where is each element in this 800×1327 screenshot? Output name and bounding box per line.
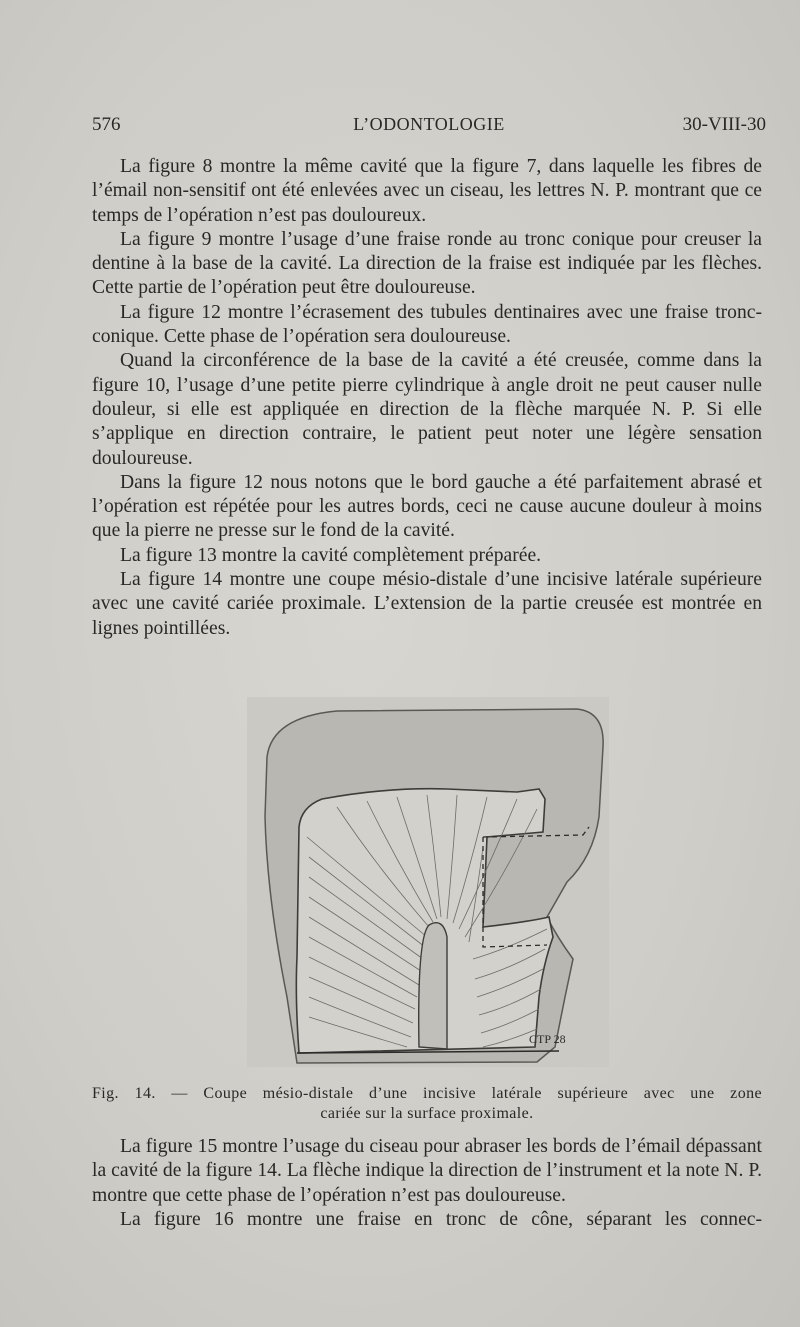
paragraph: La figure 14 montre une coupe mésio-distale d’une incisive latérale supérieure avec une cavité cariée proximale. L’extension de la partie creusée est montrée en lignes pointillées. bbox=[92, 569, 762, 639]
figure-14-illustration bbox=[247, 697, 609, 1067]
paragraph: La figure 12 montre l’écrasement des tubules dentinaires avec une fraise tronc-conique. Cette phase de l’opération sera douloureuse. bbox=[92, 301, 762, 348]
running-title: L’ODONTOLOGIE bbox=[353, 114, 505, 134]
paragraph: La figure 16 montre une fraise en tronc de cône, séparant les connec- bbox=[120, 1208, 762, 1230]
paragraph: La figure 9 montre l’usage d’une fraise ronde au tronc conique pour creuser la dentine à la base de la cavité. La direction de la fraise est indiquée par les flèches. Cette partie de l’opération peut être douloureuse. bbox=[92, 228, 762, 299]
body-text-upper bbox=[92, 155, 762, 641]
running-header bbox=[92, 114, 766, 142]
caption-line-1: Fig. 14. — Coupe mésio-distale d’une incisive latérale supérieure avec une zone bbox=[92, 1085, 762, 1102]
caption-line-2: cariée sur la surface proximale. bbox=[320, 1105, 534, 1122]
figure-caption bbox=[92, 1084, 762, 1124]
paragraph: Dans la figure 12 nous notons que le bord gauche a été parfaitement abrasé et l’opération est répétée pour les autres bords, ceci ne cause aucune douleur à moins que la pierre ne presse sur le fond de la cavité. bbox=[92, 471, 762, 542]
page-number: 576 bbox=[92, 114, 121, 135]
issue-date: 30-VIII-30 bbox=[682, 114, 766, 135]
artist-signature: CTP 28 bbox=[529, 1032, 566, 1046]
paragraph: Quand la circonférence de la base de la cavité a été creusée, comme dans la figure 10, l’usage d’une petite pierre cylindrique à angle droit ne peut causer nulle douleur, si elle est appliquée en direction de la flèche marquée N. P. Si elle s’applique en direction contraire, le patient peut noter une légère sensation douloureuse. bbox=[92, 350, 762, 469]
paragraph: La figure 15 montre l’usage du ciseau pour abraser les bords de l’émail dépassant la cavité de la figure 14. La flèche indique la direction de l’instrument et la note N. P. montre que cette phase de l’opération n’est pas douloureuse. bbox=[92, 1136, 762, 1206]
tooth-section-drawing bbox=[247, 697, 609, 1067]
body-text-lower bbox=[92, 1135, 762, 1232]
paragraph: La figure 13 montre la cavité complètement préparée. bbox=[120, 544, 542, 566]
paragraph: La figure 8 montre la même cavité que la figure 7, dans laquelle les fibres de l’émail non-sensitif ont été enlevées avec un ciseau, les lettres N. P. montrant que ce temps de l’opération n’est pas douloureux. bbox=[92, 156, 762, 226]
